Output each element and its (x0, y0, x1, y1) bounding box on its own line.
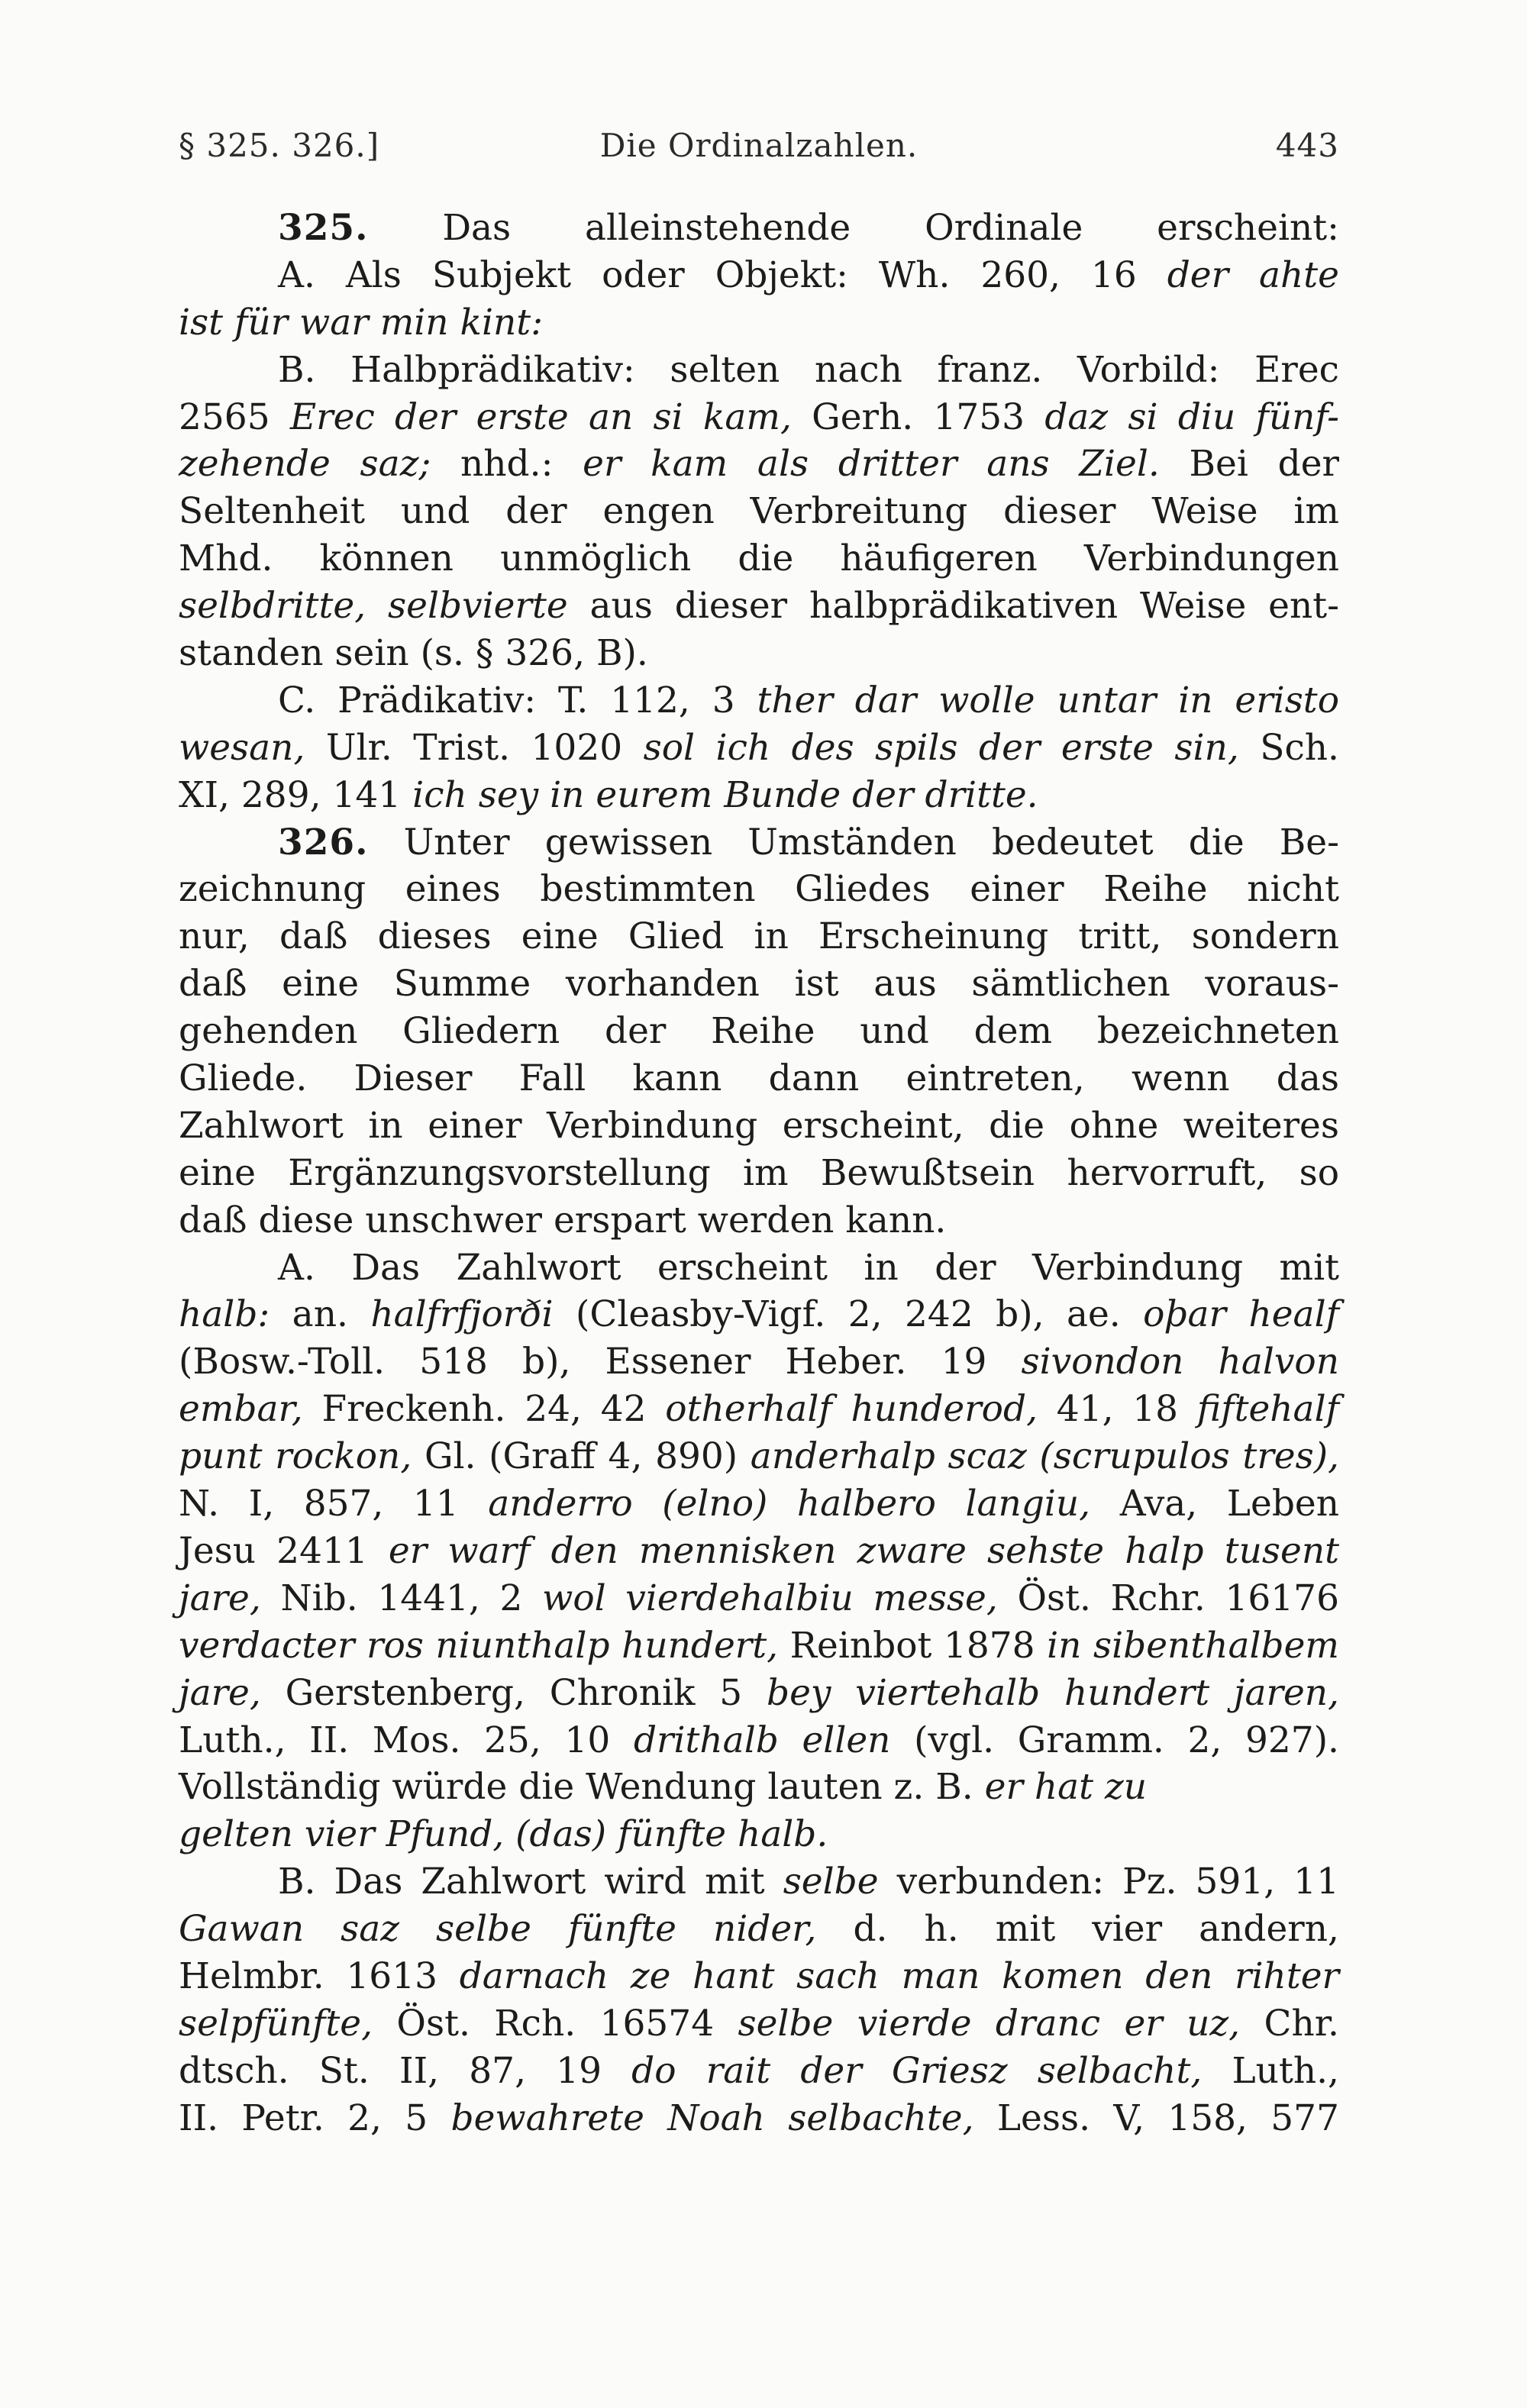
text-run: II. Petr. 2, 5 (179, 2097, 451, 2139)
text-run: daß eine Summe vorhanden ist aus sämtlichen voraus- (179, 963, 1339, 1005)
text-line (179, 441, 1339, 488)
text-run: Freckenh. 24, 42 (302, 1388, 666, 1431)
italic-quote: halfrfjorði (370, 1293, 554, 1336)
italic-quote: jare, (179, 1671, 261, 1714)
text-run: zeichnung eines bestimmten Gliedes einer Reihe nicht (179, 868, 1339, 911)
text-run: an. (270, 1293, 371, 1336)
italic-quote: otherhalf hunderod, (665, 1388, 1038, 1431)
text-run: Reinbot 1878 (778, 1624, 1048, 1667)
text-run: gehenden Gliedern der Reihe und dem bezeichneten (179, 1010, 1339, 1053)
text-line (179, 252, 1339, 299)
text-run: B. Halbprädikativ: selten nach franz. Vorbild: Erec (278, 348, 1339, 391)
text-run: C. Prädikativ: T. 112, 3 (278, 679, 757, 721)
text-line (179, 583, 1339, 630)
section-number: 326. (278, 821, 369, 863)
text-line (179, 725, 1339, 772)
italic-quote: er hat zu (984, 1766, 1147, 1809)
italic-quote: wol vierdehalbiu messe, (542, 1577, 998, 1619)
italic-quote: ist für war min kint: (179, 301, 544, 344)
body-text (179, 205, 1339, 2142)
italic-quote: halb: (179, 1293, 270, 1336)
italic-quote: fiftehalf (1196, 1388, 1339, 1431)
italic-quote: selbdritte, selbvierte (179, 585, 568, 628)
italic-quote: sivondon halvon (1021, 1341, 1339, 1383)
header-section-ref: § 325. 326.] (179, 127, 380, 164)
text-run: Jesu 2411 (179, 1529, 389, 1572)
text-line (179, 2048, 1339, 2095)
italic-quote: oþar healf (1143, 1293, 1339, 1336)
text-line (179, 1386, 1339, 1433)
text-line (179, 630, 1339, 677)
text-run: 2565 (179, 395, 290, 438)
text-run: nhd.: (431, 443, 583, 486)
italic-quote: der ahte (1167, 253, 1339, 296)
text-line (179, 960, 1339, 1008)
text-run: Seltenheit und der engen Verbreitung dieser Weise im (179, 490, 1339, 533)
italic-quote: gelten vier Pfund, (das) fünfte halb. (179, 1813, 828, 1856)
text-line (179, 1528, 1339, 1575)
text-line (179, 1764, 1339, 1811)
text-run: daß diese unschwer erspart werden kann. (179, 1199, 947, 1241)
italic-quote: er kam als dritter ans Ziel. (583, 443, 1160, 486)
italic-quote: zehende saz; (179, 443, 431, 486)
italic-quote: selbe vierde dranc er uz, (738, 2002, 1241, 2045)
italic-quote: daz si diu fünf- (1044, 395, 1339, 438)
text-run: 41, 18 (1038, 1388, 1197, 1431)
text-line (179, 1338, 1339, 1386)
text-line (179, 772, 1339, 819)
text-line (179, 1670, 1339, 1717)
text-line (179, 1575, 1339, 1622)
text-run: Ulr. Trist. 1020 (305, 726, 644, 769)
text-run: N. I, 857, 11 (179, 1483, 489, 1525)
text-line (179, 2095, 1339, 2142)
italic-quote: anderhalp scaz (scrupulos tres), (750, 1435, 1339, 1478)
text-run: Öst. Rchr. 16176 (997, 1577, 1339, 1619)
text-run: Das alleinstehende Ordinale erscheint: (368, 207, 1339, 249)
text-line (179, 1858, 1339, 1906)
text-run: A. Als Subjekt oder Objekt: Wh. 260, 16 (278, 253, 1167, 296)
text-line (179, 1008, 1339, 1055)
text-line (179, 1480, 1339, 1528)
text-run: Less. V, 158, 577 (973, 2097, 1339, 2139)
text-run: Gliede. Dieser Fall kann dann eintreten, wenn das (179, 1057, 1339, 1100)
text-line (179, 1291, 1339, 1338)
text-line (179, 1055, 1339, 1102)
text-run: Gerstenberg, Chronik 5 (260, 1671, 767, 1714)
text-line (179, 2000, 1339, 2048)
text-line (179, 677, 1339, 725)
italic-quote: embar, (179, 1388, 303, 1431)
text-line (179, 488, 1339, 535)
text-run: Luth., (1202, 2049, 1339, 2092)
italic-quote: darnach ze hant sach man komen den rihter (459, 1954, 1339, 1997)
text-run: Chr. (1240, 2002, 1339, 2045)
text-run: Gl. (Graff 4, 890) (412, 1435, 751, 1478)
text-run: Unter gewissen Umständen bedeutet die Be- (368, 821, 1339, 863)
section-number: 325. (278, 207, 369, 249)
text-line (179, 913, 1339, 960)
running-header (179, 127, 1339, 173)
text-run: XI, 289, 141 (179, 773, 413, 816)
italic-quote: ich sey in eurem Bunde der dritte. (412, 773, 1038, 816)
text-run: Zahlwort in einer Verbindung erscheint, die ohne weiteres (179, 1104, 1339, 1147)
header-title: Die Ordinalzahlen. (599, 127, 918, 164)
text-line (179, 347, 1339, 394)
text-line (179, 819, 1339, 867)
text-line (179, 299, 1339, 347)
text-run: Ava, Leben (1090, 1483, 1339, 1525)
text-line (179, 1906, 1339, 1953)
text-line (179, 1102, 1339, 1150)
italic-quote: bewahrete Noah selbachte, (450, 2097, 974, 2139)
text-run: A. Das Zahlwort erscheint in der Verbindung mit (278, 1246, 1339, 1289)
text-run: dtsch. St. II, 87, 19 (179, 2049, 632, 2092)
italic-quote: jare, (179, 1577, 261, 1619)
text-line (179, 394, 1339, 441)
text-line (179, 1244, 1339, 1292)
text-line (179, 1197, 1339, 1244)
text-run: Mhd. können unmöglich die häufigeren Verbindungen (179, 537, 1339, 580)
text-run: nur, daß dieses eine Glied in Erscheinung tritt, sondern (179, 915, 1339, 958)
text-run: (vgl. Gramm. 2, 927). (890, 1719, 1339, 1761)
text-run: d. h. mit vier andern, (816, 1908, 1339, 1951)
italic-quote: ther dar wolle untar in eristo (757, 679, 1339, 721)
text-line (179, 1717, 1339, 1764)
italic-quote: selpfünfte, (179, 2002, 373, 2045)
italic-quote: punt rockon, (179, 1435, 412, 1478)
text-run: Sch. (1238, 726, 1339, 769)
italic-quote: bey viertehalb hundert jaren, (767, 1671, 1339, 1714)
text-run: Luth., II. Mos. 25, 10 (179, 1719, 634, 1761)
text-run: Nib. 1441, 2 (260, 1577, 543, 1619)
italic-quote: verdacter ros niunthalp hundert, (179, 1624, 779, 1667)
text-run: eine Ergänzungsvorstellung im Bewußtsein hervorruft, so (179, 1151, 1339, 1194)
page-number: 443 (1275, 127, 1339, 164)
text-line (179, 205, 1339, 252)
text-run: (Cleasby-Vigf. 2, 242 b), ae. (553, 1293, 1144, 1336)
text-run: verbunden: Pz. 591, 11 (878, 1861, 1339, 1903)
text-run: Öst. Rch. 16574 (373, 2002, 738, 2045)
italic-quote: selbe (783, 1861, 879, 1903)
text-run: Gerh. 1753 (791, 395, 1045, 438)
text-line (179, 1150, 1339, 1197)
text-line (179, 1622, 1339, 1670)
text-line (179, 1953, 1339, 2000)
italic-quote: Erec der erste an si kam, (289, 395, 792, 438)
text-run: aus dieser halbprädikativen Weise ent- (567, 585, 1339, 628)
italic-quote: do rait der Griesz selbacht, (631, 2049, 1203, 2092)
italic-quote: drithalb ellen (633, 1719, 891, 1761)
text-line (179, 866, 1339, 913)
italic-quote: Gawan saz selbe fünfte nider, (179, 1908, 817, 1951)
italic-quote: er warf den mennisken zware sehste halp tusent (388, 1529, 1339, 1572)
text-run: B. Das Zahlwort wird mit (278, 1861, 783, 1903)
text-run: Helmbr. 1613 (179, 1954, 460, 1997)
text-run: (Bosw.-Toll. 518 b), Essener Heber. 19 (179, 1341, 1022, 1383)
text-line (179, 1433, 1339, 1480)
italic-quote: wesan, (179, 726, 305, 769)
text-run: standen sein (s. § 326, B). (179, 632, 648, 675)
italic-quote: anderro (elno) halbero langiu, (488, 1483, 1091, 1525)
italic-quote: in sibenthalbem (1047, 1624, 1339, 1667)
text-run: Bei der (1159, 443, 1339, 486)
italic-quote: sol ich des spils der erste sin, (643, 726, 1239, 769)
text-run: Vollständig würde die Wendung lauten z. B. (179, 1766, 985, 1809)
text-line (179, 1811, 1339, 1858)
text-line (179, 535, 1339, 583)
